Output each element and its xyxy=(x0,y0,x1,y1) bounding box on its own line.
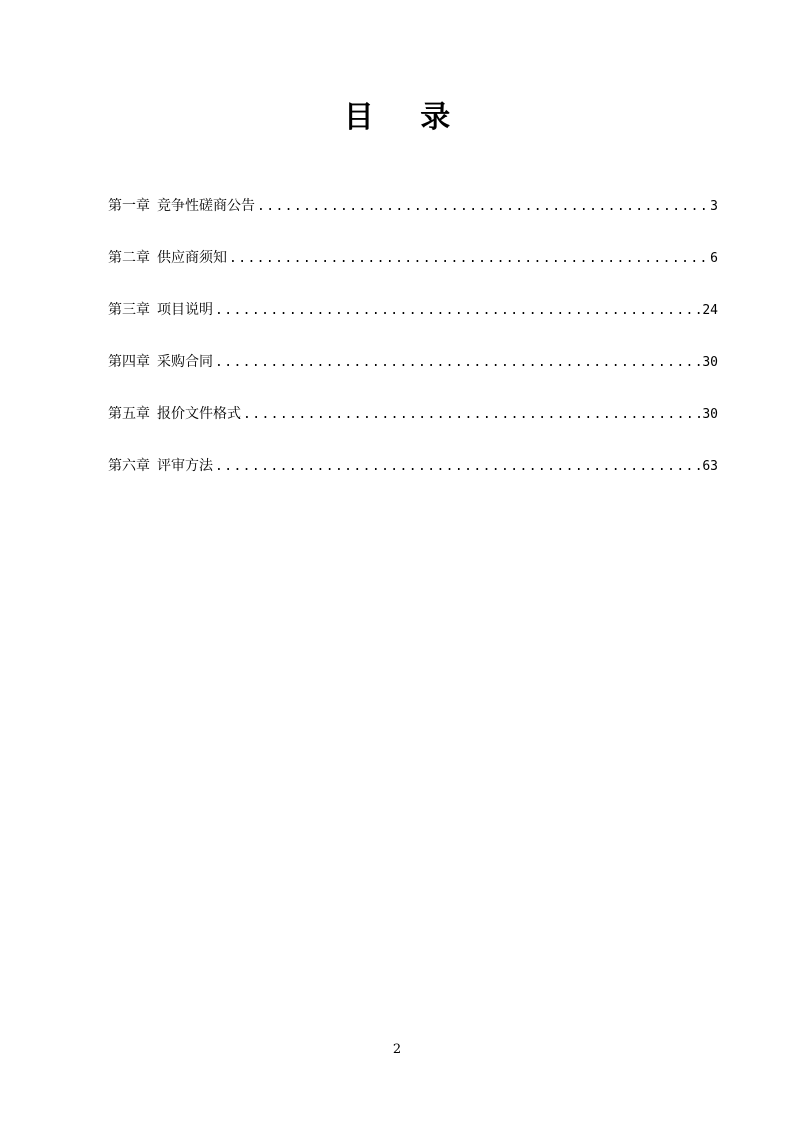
toc-entry[interactable] xyxy=(108,348,718,400)
toc-dot-leader xyxy=(215,453,700,481)
toc-dot-leader xyxy=(215,297,700,325)
toc-chapter-number: 第六章 xyxy=(108,458,150,474)
toc-page-number: 6 xyxy=(710,251,718,266)
toc-page-number: 3 xyxy=(710,199,718,214)
toc-chapter-title: 评审方法 xyxy=(157,458,213,474)
toc-chapter-title: 竞争性磋商公告 xyxy=(157,198,255,214)
toc-chapter-number: 第四章 xyxy=(108,354,150,370)
toc-chapter-number: 第二章 xyxy=(108,250,150,266)
toc-dot-leader xyxy=(243,401,700,429)
toc-entry[interactable] xyxy=(108,244,718,296)
toc-chapter-title: 项目说明 xyxy=(157,302,213,318)
toc-page-number: 30 xyxy=(702,355,718,370)
toc-chapter-title: 供应商须知 xyxy=(157,250,227,266)
toc-page-number: 24 xyxy=(702,303,718,318)
page-footer-number: 2 xyxy=(392,1042,402,1057)
toc-page-number: 63 xyxy=(702,459,718,474)
toc-title: 目 录 xyxy=(343,100,469,135)
toc-list xyxy=(108,192,718,504)
toc-chapter-title: 报价文件格式 xyxy=(157,406,241,422)
toc-chapter-number: 第五章 xyxy=(108,406,150,422)
toc-entry[interactable] xyxy=(108,452,718,504)
toc-entry[interactable] xyxy=(108,192,718,244)
toc-entry[interactable] xyxy=(108,400,718,452)
toc-dot-leader xyxy=(215,349,700,377)
toc-page-number: 30 xyxy=(702,407,718,422)
toc-dot-leader xyxy=(229,245,708,273)
toc-dot-leader xyxy=(257,193,708,221)
toc-chapter-number: 第一章 xyxy=(108,198,150,214)
toc-entry[interactable] xyxy=(108,296,718,348)
toc-chapter-number: 第三章 xyxy=(108,302,150,318)
toc-chapter-title: 采购合同 xyxy=(157,354,213,370)
